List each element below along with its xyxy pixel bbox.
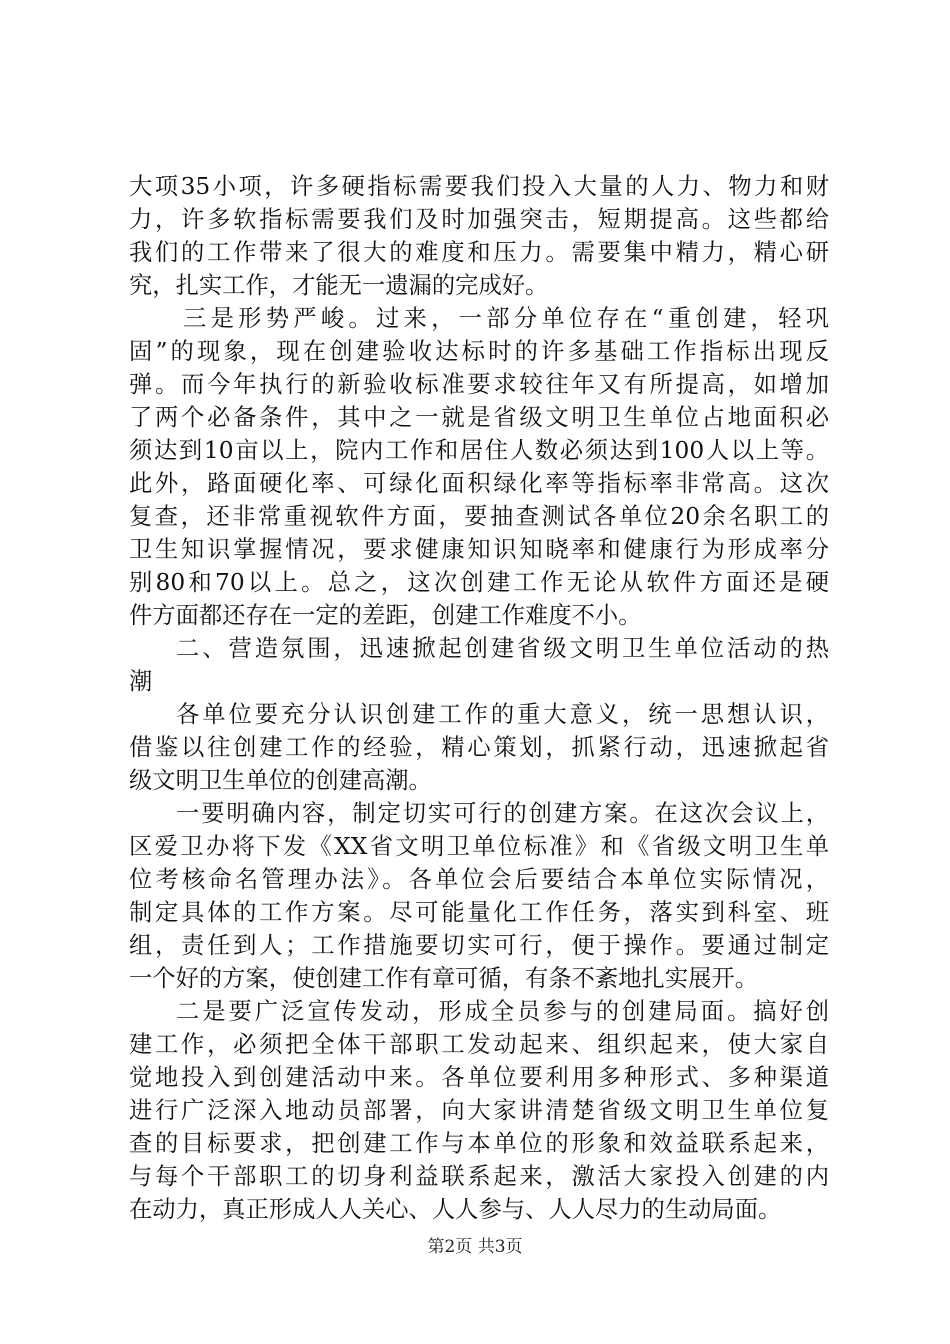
section-heading-line: 二、营造氛围，迅速掀起创建省级文明卫生单位活动的热 — [176, 635, 829, 662]
paragraph-line: 位考核命名管理办法》。各单位会后要结合本单位实际情况， — [129, 866, 829, 893]
section-heading-line: 潮 — [129, 668, 153, 695]
paragraph-line: 借鉴以往创建工作的经验，精心策划，抓紧行动，迅速掀起省 — [129, 734, 829, 761]
paragraph-line: 各单位要充分认识创建工作的重大意义，统一思想认识， — [176, 701, 829, 728]
paragraph-line: 复查，还非常重视软件方面，要抽查测试各单位20余名职工的 — [129, 503, 829, 530]
paragraph-line: 一个好的方案，使创建工作有章可循，有条不紊地扎实展开。 — [129, 965, 759, 992]
paragraph-line: 了两个必备条件，其中之一就是省级文明卫生单位占地面积必 — [129, 404, 829, 431]
paragraph-line: 别80和70以上。总之，这次创建工作无论从软件方面还是硬 — [129, 569, 829, 596]
paragraph-line: 级文明卫生单位的创建高潮。 — [129, 767, 432, 794]
paragraph-line: 弹。而今年执行的新验收标准要求较往年又有所提高，如增加 — [129, 371, 829, 398]
paragraph-line: 我们的工作带来了很大的难度和压力。需要集中精力，精心研 — [129, 239, 829, 266]
paragraph-line: 查的目标要求，把创建工作与本单位的形象和效益联系起来， — [129, 1130, 829, 1157]
paragraph-line: 在动力，真正形成人人关心、人人参与、人人尽力的生动局面。 — [129, 1196, 782, 1223]
paragraph-line: 二是要广泛宣传发动，形成全员参与的创建局面。搞好创 — [176, 998, 829, 1025]
paragraph-line: 一要明确内容，制定切实可行的创建方案。在这次会议上， — [176, 800, 829, 827]
paragraph-line: 组，责任到人；工作措施要切实可行，便于操作。要通过制定 — [129, 932, 829, 959]
paragraph-line: 三是形势严峻。过来，一部分单位存在“重创建，轻巩 — [183, 305, 829, 332]
paragraph-line: 究，扎实工作，才能无一遗漏的完成好。 — [129, 272, 549, 299]
page-number-footer: 第2页 共3页 — [427, 1237, 523, 1257]
paragraph-line: 件方面都还存在一定的差距，创建工作难度不小。 — [129, 602, 642, 629]
paragraph-line: 制定具体的工作方案。尽可能量化工作任务，落实到科室、班 — [129, 899, 829, 926]
paragraph-line: 区爱卫办将下发《XX省文明卫单位标准》和《省级文明卫生单 — [129, 833, 829, 860]
paragraph-line: 力，许多软指标需要我们及时加强突击，短期提高。这些都给 — [129, 206, 829, 233]
paragraph-line: 大项35小项，许多硬指标需要我们投入大量的人力、物力和财 — [129, 173, 829, 200]
paragraph-line: 须达到10亩以上，院内工作和居住人数必须达到100人以上等。 — [129, 437, 829, 464]
paragraph-line: 此外，路面硬化率、可绿化面积绿化率等指标率非常高。这次 — [129, 470, 829, 497]
paragraph-line: 卫生知识掌握情况，要求健康知识知晓率和健康行为形成率分 — [129, 536, 829, 563]
paragraph-line: 建工作，必须把全体干部职工发动起来、组织起来，使大家自 — [129, 1031, 829, 1058]
paragraph-line: 与每个干部职工的切身利益联系起来，激活大家投入创建的内 — [129, 1163, 829, 1190]
paragraph-line: 觉地投入到创建活动中来。各单位要利用多种形式、多种渠道 — [129, 1064, 829, 1091]
paragraph-line: 固”的现象，现在创建验收达标时的许多基础工作指标出现反 — [129, 338, 829, 365]
paragraph-line: 进行广泛深入地动员部署，向大家讲清楚省级文明卫生单位复 — [129, 1097, 829, 1124]
